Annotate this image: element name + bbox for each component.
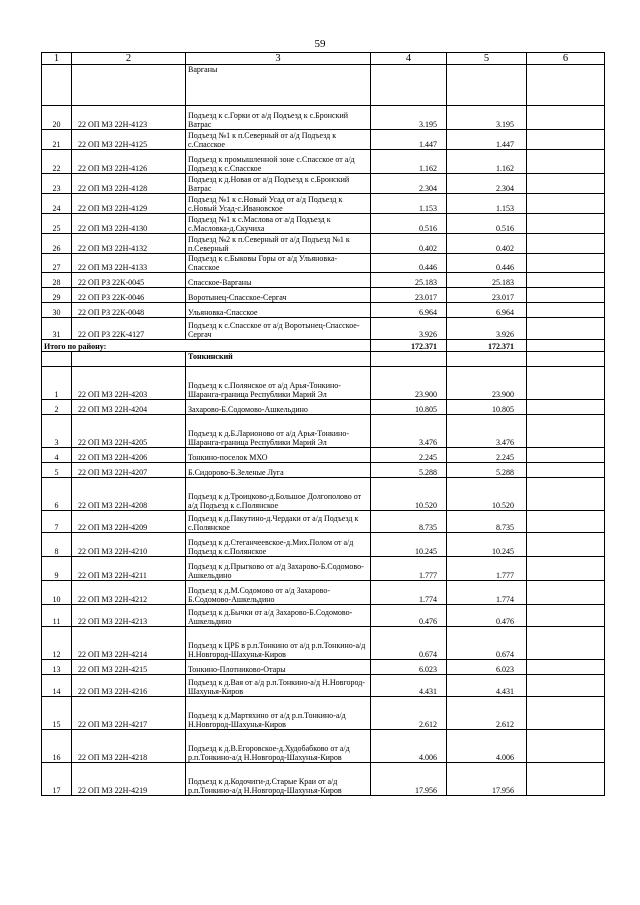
road-length: 0.446 <box>371 254 447 273</box>
road-note <box>527 511 605 533</box>
road-code: 22 ОП МЗ 22Н-4218 <box>72 730 186 763</box>
road-code: 22 ОП МЗ 22Н-4205 <box>72 415 186 448</box>
road-name: Подъезд к д.Бычки от а/д Захарово-Б.Содомово-Ашкельдино <box>186 605 371 627</box>
road-code: 22 ОП МЗ 22Н-4130 <box>72 214 186 234</box>
road-name: Подъезд к с.Быковы Горы от а/д Ульяновка-Спасское <box>186 254 371 273</box>
road-length-2: 10.805 <box>447 400 527 415</box>
road-length-2: 0.516 <box>447 214 527 234</box>
road-code: 22 ОП МЗ 22Н-4210 <box>72 533 186 557</box>
road-length-2: 0.674 <box>447 627 527 660</box>
row-number: 5 <box>42 463 72 478</box>
road-note <box>527 697 605 730</box>
table-row <box>42 675 605 697</box>
total-label: Итого по району: <box>42 340 371 352</box>
road-name: Спасское-Варганы <box>186 273 371 288</box>
row-number: 20 <box>42 106 72 130</box>
road-name: Подъезд к д.Пакутино-д.Чердаки от а/д Подъезд к с.Полянское <box>186 511 371 533</box>
road-length: 3.195 <box>371 106 447 130</box>
row-number: 12 <box>42 627 72 660</box>
row-number: 17 <box>42 763 72 796</box>
road-length: 0.402 <box>371 234 447 254</box>
road-length-2: 2.304 <box>447 174 527 194</box>
road-length-2: 17.956 <box>447 763 527 796</box>
road-length-2: 1.447 <box>447 130 527 150</box>
road-code: 22 ОП МЗ 22Н-4208 <box>72 478 186 511</box>
row-number: 30 <box>42 303 72 318</box>
section-row <box>42 352 605 367</box>
table-row <box>42 400 605 415</box>
road-length: 1.162 <box>371 150 447 174</box>
row-number: 29 <box>42 288 72 303</box>
road-name: Тонкино-Плотниково-Отары <box>186 660 371 675</box>
road-note <box>527 367 605 400</box>
row-number: 6 <box>42 478 72 511</box>
header-cell: 3 <box>186 53 371 65</box>
row-number: 4 <box>42 448 72 463</box>
road-name: Подъезд к д.Вая от а/д р.п.Тонкино-а/д Н.Новгород-Шахунья-Киров <box>186 675 371 697</box>
road-name: Подъезд к промышленной зоне с.Спасское от а/д Подъезд к с.Спасское <box>186 150 371 174</box>
road-length-2: 3.926 <box>447 318 527 340</box>
road-note <box>527 254 605 273</box>
table-row <box>42 130 605 150</box>
road-length-2: 1.777 <box>447 557 527 581</box>
row-number: 28 <box>42 273 72 288</box>
road-name: Воротынец-Спасское-Сергач <box>186 288 371 303</box>
row-number: 9 <box>42 557 72 581</box>
row-number: 8 <box>42 533 72 557</box>
road-note <box>527 660 605 675</box>
road-name: Подъезд к д.Троицково-д.Большое Долгополово от а/д Подъезд к с.Полянское <box>186 478 371 511</box>
road-note <box>527 533 605 557</box>
road-length: 3.926 <box>371 318 447 340</box>
road-note <box>527 763 605 796</box>
road-length: 1.447 <box>371 130 447 150</box>
road-length: 23.017 <box>371 288 447 303</box>
table-row <box>42 660 605 675</box>
road-name: Подъезд к д.Кодочиги-д.Старые Краи от а/д р.п.Тонкино-а/д Н.Новгород-Шахунья-Киров <box>186 763 371 796</box>
table-row <box>42 254 605 273</box>
table-row <box>42 463 605 478</box>
road-length-2: 0.476 <box>447 605 527 627</box>
road-name: Подъезд к д.Новая от а/д Подъезд к с.Бронский Ватрас <box>186 174 371 194</box>
table-row <box>42 533 605 557</box>
road-code: 22 ОП МЗ 22Н-4216 <box>72 675 186 697</box>
road-length: 10.520 <box>371 478 447 511</box>
road-length-2: 25.183 <box>447 273 527 288</box>
road-length: 2.612 <box>371 697 447 730</box>
table-row <box>42 288 605 303</box>
road-code: 22 ОП РЗ 22К-0046 <box>72 288 186 303</box>
road-name: Б.Сидорово-Б.Зеленые Луга <box>186 463 371 478</box>
road-name: Подъезд к ЦРБ в р.п.Тонкино от а/д р.п.Тонкино-а/д Н.Новгород-Шахунья-Киров <box>186 627 371 660</box>
roads-table-body <box>42 53 605 796</box>
road-note <box>527 130 605 150</box>
road-code: 22 ОП МЗ 22Н-4207 <box>72 463 186 478</box>
header-cell: 1 <box>42 53 72 65</box>
table-row <box>42 106 605 130</box>
road-note <box>527 463 605 478</box>
road-name: Подъезд к д.М.Содомово от а/д Захарово-Б.Содомово-Ашкельдино <box>186 581 371 605</box>
road-length-2: 5.288 <box>447 463 527 478</box>
road-length: 3.476 <box>371 415 447 448</box>
row-number: 25 <box>42 214 72 234</box>
table-row <box>42 581 605 605</box>
road-name: Подъезд к д.Мартяхино от а/д р.п.Тонкино-а/д Н.Новгород-Шахунья-Киров <box>186 697 371 730</box>
table-row <box>42 318 605 340</box>
table-row <box>42 234 605 254</box>
road-length: 0.674 <box>371 627 447 660</box>
road-length-2: 4.006 <box>447 730 527 763</box>
road-length: 6.964 <box>371 303 447 318</box>
total-length: 172.371 <box>371 340 447 352</box>
road-note <box>527 273 605 288</box>
section-title: Тонкинский <box>186 352 371 367</box>
table-row <box>42 511 605 533</box>
road-note <box>527 106 605 130</box>
table-row <box>42 194 605 214</box>
road-note <box>527 194 605 214</box>
road-length: 2.304 <box>371 174 447 194</box>
table-row <box>42 557 605 581</box>
road-length-2: 1.153 <box>447 194 527 214</box>
road-note <box>527 303 605 318</box>
header-cell: 6 <box>527 53 605 65</box>
header-row <box>42 53 605 65</box>
row-number: 31 <box>42 318 72 340</box>
road-note <box>527 288 605 303</box>
road-length: 2.245 <box>371 448 447 463</box>
road-code: 22 ОП МЗ 22Н-4129 <box>72 194 186 214</box>
row-number: 10 <box>42 581 72 605</box>
road-name: Ульяновка-Спасское <box>186 303 371 318</box>
table-row <box>42 478 605 511</box>
road-length-2: 2.245 <box>447 448 527 463</box>
road-note <box>527 730 605 763</box>
total-length-2: 172.371 <box>447 340 527 352</box>
road-length: 23.900 <box>371 367 447 400</box>
road-name: Подъезд №1 к п.Северный от а/д Подъезд к с.Спасское <box>186 130 371 150</box>
row-number: 22 <box>42 150 72 174</box>
road-length-2: 0.446 <box>447 254 527 273</box>
road-note <box>527 448 605 463</box>
road-length-2: 1.162 <box>447 150 527 174</box>
road-code: 22 ОП РЗ 22К-0048 <box>72 303 186 318</box>
road-code: 22 ОП МЗ 22Н-4213 <box>72 605 186 627</box>
road-code: 22 ОП МЗ 22Н-4203 <box>72 367 186 400</box>
table-row <box>42 730 605 763</box>
road-length-2: 6.964 <box>447 303 527 318</box>
road-code: 22 ОП МЗ 22Н-4125 <box>72 130 186 150</box>
road-length-2: 10.520 <box>447 478 527 511</box>
table-row <box>42 150 605 174</box>
continuation-row <box>42 65 605 106</box>
road-length-2: 23.900 <box>447 367 527 400</box>
road-length-2: 3.476 <box>447 415 527 448</box>
row-number: 13 <box>42 660 72 675</box>
row-number: 23 <box>42 174 72 194</box>
road-length: 4.431 <box>371 675 447 697</box>
page-number: 59 <box>314 38 326 50</box>
road-note <box>527 318 605 340</box>
table-row <box>42 367 605 400</box>
row-number: 14 <box>42 675 72 697</box>
road-name: Подъезд к с.Полянское от а/д Арья-Тонкино-Шаранга-граница Республики Марий Эл <box>186 367 371 400</box>
road-length: 6.023 <box>371 660 447 675</box>
road-length: 10.805 <box>371 400 447 415</box>
road-name: Подъезд №1 к с.Новый Усад от а/д Подъезд к с.Новый Усад-с.Ивановское <box>186 194 371 214</box>
road-name: Подъезд к д.Стеганчеевское-д.Мих.Полом от а/д Подъезд к с.Полянское <box>186 533 371 557</box>
header-cell: 2 <box>72 53 186 65</box>
road-name: Подъезд №2 к п.Северный от а/д Подъезд №1 к п.Северный <box>186 234 371 254</box>
road-note <box>527 557 605 581</box>
road-note <box>527 581 605 605</box>
road-length: 1.153 <box>371 194 447 214</box>
road-code: 22 ОП МЗ 22Н-4132 <box>72 234 186 254</box>
road-length: 1.777 <box>371 557 447 581</box>
road-length-2: 1.774 <box>447 581 527 605</box>
road-code: 22 ОП МЗ 22Н-4128 <box>72 174 186 194</box>
road-note <box>527 400 605 415</box>
road-code: 22 ОП МЗ 22Н-4133 <box>72 254 186 273</box>
road-code: 22 ОП МЗ 22Н-4215 <box>72 660 186 675</box>
road-code: 22 ОП МЗ 22Н-4206 <box>72 448 186 463</box>
row-number: 24 <box>42 194 72 214</box>
roads-table <box>41 52 605 796</box>
road-length-2: 6.023 <box>447 660 527 675</box>
row-number: 11 <box>42 605 72 627</box>
road-note <box>527 605 605 627</box>
table-row <box>42 174 605 194</box>
road-note <box>527 627 605 660</box>
table-row <box>42 697 605 730</box>
road-length-2: 8.735 <box>447 511 527 533</box>
table-row <box>42 627 605 660</box>
road-note <box>527 234 605 254</box>
row-number: 16 <box>42 730 72 763</box>
road-length: 25.183 <box>371 273 447 288</box>
table-row <box>42 214 605 234</box>
row-number: 27 <box>42 254 72 273</box>
road-note <box>527 478 605 511</box>
row-number: 15 <box>42 697 72 730</box>
table-row <box>42 415 605 448</box>
row-number: 1 <box>42 367 72 400</box>
road-code: 22 ОП РЗ 22К-4127 <box>72 318 186 340</box>
road-name: Подъезд №1 к с.Маслова от а/д Подъезд к с.Масловка-д.Скучиха <box>186 214 371 234</box>
road-note <box>527 174 605 194</box>
road-length-2: 0.402 <box>447 234 527 254</box>
table-row <box>42 763 605 796</box>
road-length: 0.476 <box>371 605 447 627</box>
road-length: 0.516 <box>371 214 447 234</box>
road-length: 5.288 <box>371 463 447 478</box>
road-code: 22 ОП МЗ 22Н-4209 <box>72 511 186 533</box>
road-note <box>527 415 605 448</box>
road-code: 22 ОП МЗ 22Н-4211 <box>72 557 186 581</box>
road-code: 22 ОП МЗ 22Н-4126 <box>72 150 186 174</box>
road-code: 22 ОП МЗ 22Н-4214 <box>72 627 186 660</box>
road-length-2: 4.431 <box>447 675 527 697</box>
road-length-2: 3.195 <box>447 106 527 130</box>
table-row <box>42 273 605 288</box>
road-note <box>527 214 605 234</box>
total-row <box>42 340 605 352</box>
road-name: Подъезд к д.Прыгково от а/д Захарово-Б.Содомово-Ашкельдино <box>186 557 371 581</box>
row-number: 26 <box>42 234 72 254</box>
road-length: 4.006 <box>371 730 447 763</box>
road-note <box>527 675 605 697</box>
road-length-2: 23.017 <box>447 288 527 303</box>
road-name: Подъезд к с.Горки от а/д Подъезд к с.Бронский Ватрас <box>186 106 371 130</box>
road-name: Подъезд к д.В.Егоровское-д.Худобабково от а/д р.п.Тонкино-а/д Н.Новгород-Шахунья-Киров <box>186 730 371 763</box>
row-number: 2 <box>42 400 72 415</box>
road-name: Захарово-Б.Содомово-Ашкельдино <box>186 400 371 415</box>
road-code: 22 ОП РЗ 22К-0045 <box>72 273 186 288</box>
header-cell: 4 <box>371 53 447 65</box>
road-name: Тонкино-поселок МХО <box>186 448 371 463</box>
road-length-2: 10.245 <box>447 533 527 557</box>
road-length: 10.245 <box>371 533 447 557</box>
table-row <box>42 448 605 463</box>
road-length-2: 2.612 <box>447 697 527 730</box>
road-code: 22 ОП МЗ 22Н-4123 <box>72 106 186 130</box>
row-number: 21 <box>42 130 72 150</box>
road-name: Подъезд к д.Б.Ларионово от а/д Арья-Тонкино-Шаранга-граница Республики Марий Эл <box>186 415 371 448</box>
row-number: 3 <box>42 415 72 448</box>
row-number: 7 <box>42 511 72 533</box>
continuation-name: Варганы <box>186 65 371 106</box>
road-code: 22 ОП МЗ 22Н-4212 <box>72 581 186 605</box>
road-name: Подъезд к с.Спасское от а/д Воротынец-Спасское-Сергач <box>186 318 371 340</box>
road-length: 17.956 <box>371 763 447 796</box>
road-code: 22 ОП МЗ 22Н-4219 <box>72 763 186 796</box>
road-code: 22 ОП МЗ 22Н-4204 <box>72 400 186 415</box>
table-row <box>42 605 605 627</box>
road-length: 1.774 <box>371 581 447 605</box>
road-code: 22 ОП МЗ 22Н-4217 <box>72 697 186 730</box>
table-row <box>42 303 605 318</box>
road-length: 8.735 <box>371 511 447 533</box>
header-cell: 5 <box>447 53 527 65</box>
road-note <box>527 150 605 174</box>
